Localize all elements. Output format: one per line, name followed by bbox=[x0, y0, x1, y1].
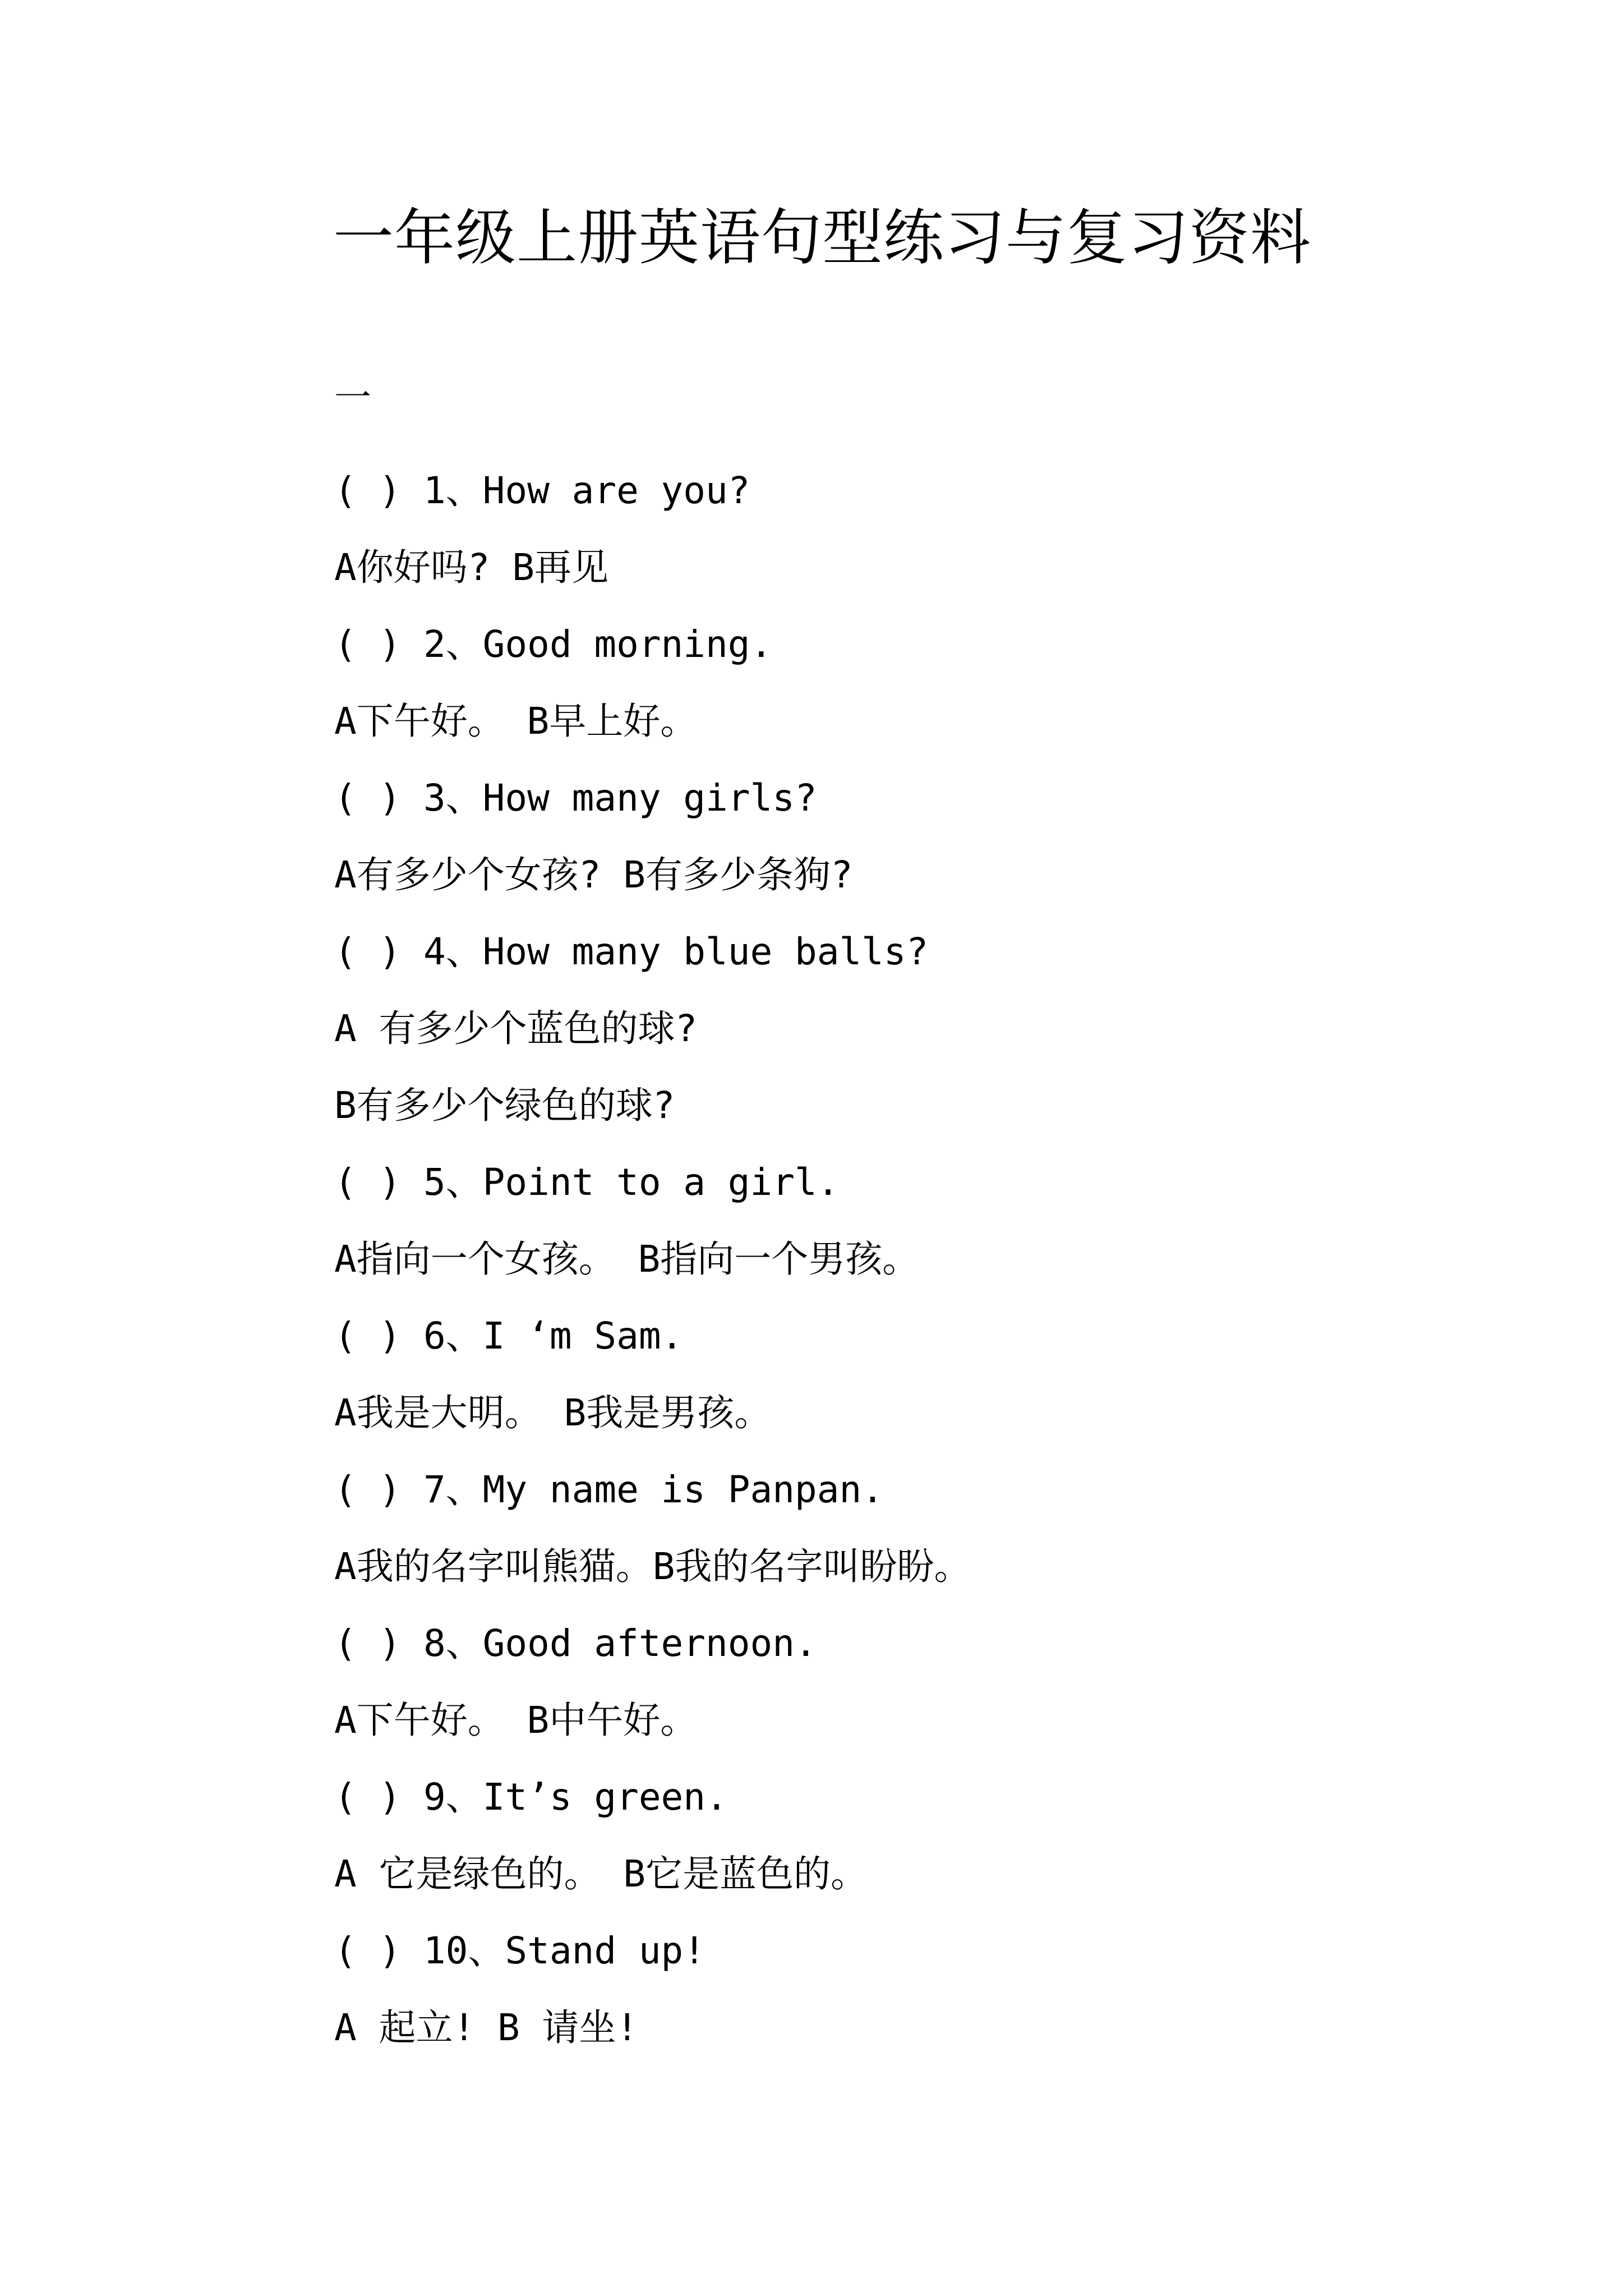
option-4a: A 有多少个蓝色的球? bbox=[334, 1007, 698, 1050]
option-4b: B有多少个绿色的球? bbox=[334, 1084, 675, 1127]
exercise-list bbox=[334, 460, 1512, 2074]
question-10: ( ) 10、Stand up! bbox=[334, 1929, 706, 1972]
question-9: ( ) 9、It’s green. bbox=[334, 1775, 728, 1819]
question-1: ( ) 1、How are you? bbox=[334, 469, 750, 512]
question-5: ( ) 5、Point to a girl. bbox=[334, 1161, 840, 1204]
options-10: A 起立! B 请坐! bbox=[334, 2006, 639, 2049]
question-3: ( ) 3、How many girls? bbox=[334, 776, 817, 820]
options-9: A 它是绿色的。 B它是蓝色的。 bbox=[334, 1852, 868, 1895]
options-8: A下午好。 B中午好。 bbox=[334, 1699, 698, 1742]
question-8: ( ) 8、Good afternoon. bbox=[334, 1622, 817, 1665]
question-2: ( ) 2、Good morning. bbox=[334, 623, 773, 666]
options-6: A我是大明。 B我是男孩。 bbox=[334, 1391, 772, 1434]
options-1: A你好吗? B再见 bbox=[334, 546, 608, 589]
question-6: ( ) 6、I ‘m Sam. bbox=[334, 1314, 684, 1358]
options-5: A指向一个女孩。 B指向一个男孩。 bbox=[334, 1237, 920, 1281]
options-7: A我的名字叫熊猫。B我的名字叫盼盼。 bbox=[334, 1545, 971, 1588]
section-number: 一 bbox=[334, 376, 371, 419]
options-3: A有多少个女孩? B有多少条狗? bbox=[334, 853, 853, 896]
question-4: ( ) 4、How many blue balls? bbox=[334, 930, 929, 973]
document-title: 一年级上册英语句型练习与复习资料 bbox=[333, 203, 1312, 273]
question-7: ( ) 7、My name is Panpan. bbox=[334, 1468, 884, 1511]
options-2: A下午好。 B早上好。 bbox=[334, 700, 698, 743]
